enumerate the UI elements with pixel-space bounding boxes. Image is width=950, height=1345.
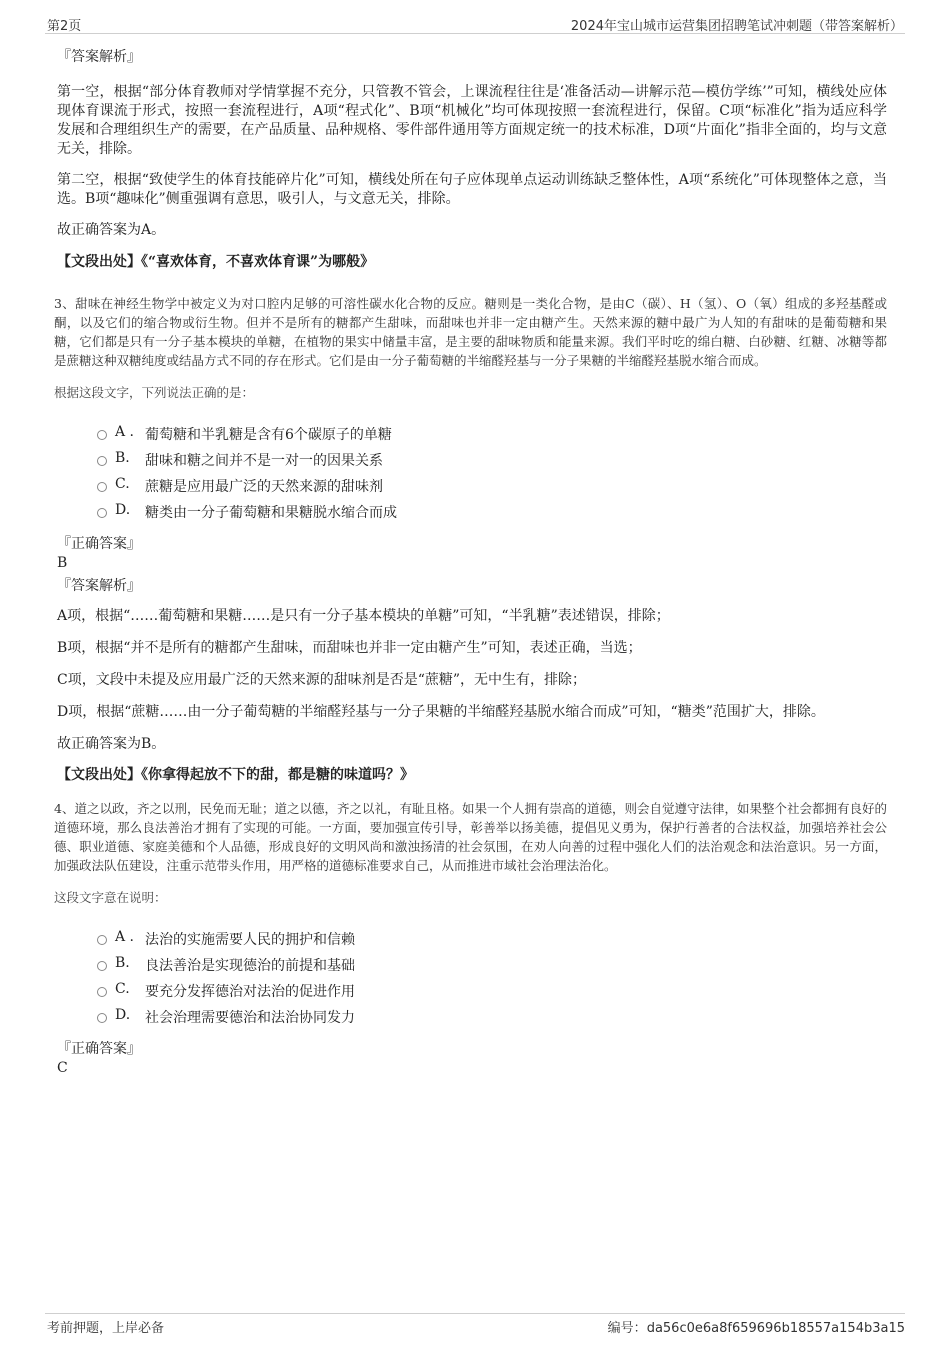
question-text: 3、甜味在神经生物学中被定义为对口腔内足够的可溶性碳水化合物的反应。糖则是一类化合物，是由C（碳）、H（氢）、O（氧）组成的多羟基醛或酮，以及它们的缩合物或衍生物。但并不是所有的糖都产生甜味，而甜味也并非一定由糖产生。天然来源的糖中最广为人知的有甜味的是葡萄糖和果糖，它们都是只有一分子基本模块的单糖，在植物的果实中储量丰富，是主要的甜味物质和能量来源。我们平时吃的绵白糖、白砂糖、红糖、冰糖等都是蔗糖这种双糖纯度或结晶方式不同的存在形式。它们是由一分子葡萄糖的半缩醛羟基与一分子果糖的半缩醛羟基脱水缩合而成。 bbox=[54, 296, 887, 368]
option-c[interactable]: C. 要充分发挥德治对法治的促进作用 bbox=[57, 980, 887, 1006]
correct-answer: C bbox=[57, 1060, 68, 1076]
analysis-line: A项，根据“……葡萄糖和果糖……是只有一分子基本模块的单糖”可知，“半乳糖”表述错误，排除； bbox=[57, 608, 670, 624]
question-text: 4、道之以政，齐之以刑，民免而无耻；道之以德，齐之以礼，有耻且格。如果一个人拥有崇高的道德，则会自觉遵守法律，如果整个社会都拥有良好的道德环境，那么良法善治才拥有了实现的可能。一方面，要加强宣传引导，彰善举以扬美德，提倡见义勇为，保护行善者的合法权益，加强培养社会公德、职业道德、家庭美德和个人品德，形成良好的文明风尚和激浊扬清的社会氛围，在劝人向善的过程中强化人们的法治观念和法治意识。另一方面，加强政法队伍建设，注重示范带头作用，用严格的道德标准要求自己，从而推进市域社会治理法治化。 bbox=[54, 801, 887, 873]
analysis-paragraph: 第一空，根据“部分体育教师对学情掌握不充分，只管教不管会，上课流程往往是‘准备活动—讲解示范—模仿学练’”可知，横线处应体现体育课流于形式，按照一套流程进行，A项“程式化”、B项“机械化”均可体现按照一套流程进行，保留。C项“标准化”指为适应科学发展和合理组织生产的需要，在产品质量、品种规格、零件部件通用等方面规定统一的技术标准，D项“片面化”指非全面的，均与文意无关，排除。 bbox=[57, 84, 887, 157]
analysis-line: C项，文段中未提及应用最广泛的天然来源的甜味剂是否是“蔗糖”，无中生有，排除； bbox=[57, 672, 587, 688]
analysis-paragraph: 第二空，根据“致使学生的体育技能碎片化”可知，横线处所在句子应体现单点运动训练缺乏整体性，A项“系统化”可体现整体之意，当选。B项“趣味化”侧重强调有意思，吸引人，与文意无关，排除。 bbox=[57, 172, 887, 207]
code-value: da56c0e6a8f659696b18557a154b3a15 bbox=[646, 1321, 905, 1336]
radio-button[interactable] bbox=[97, 482, 107, 492]
question-prompt: 这段文字意在说明： bbox=[54, 890, 167, 905]
radio-button[interactable] bbox=[97, 1013, 107, 1023]
analysis-line: D项，根据“蔗糖……由一分子葡萄糖的半缩醛羟基与一分子果糖的半缩醛羟基脱水缩合而成”可知，“糖类”范围扩大，排除。 bbox=[57, 704, 825, 720]
answer-conclusion: 故正确答案为A。 bbox=[57, 222, 166, 238]
footer-slogan: 考前押题，上岸必备 bbox=[47, 1321, 165, 1336]
option-d[interactable]: D. 社会治理需要德治和法治协同发力 bbox=[57, 1006, 887, 1032]
option-a[interactable]: A . 法治的实施需要人民的拥护和信赖 bbox=[57, 928, 887, 954]
analysis-heading: 『答案解析』 bbox=[57, 578, 141, 594]
page-content bbox=[54, 46, 887, 1076]
option-c[interactable]: C. 蔗糖是应用最广泛的天然来源的甜味剂 bbox=[57, 475, 887, 501]
code-label: 编号： bbox=[607, 1321, 647, 1336]
radio-button[interactable] bbox=[97, 935, 107, 945]
source-citation: 【文段出处】《“喜欢体育，不喜欢体育课”为哪般》 bbox=[57, 254, 375, 270]
option-list bbox=[57, 423, 887, 527]
page-header bbox=[45, 13, 905, 34]
analysis-line: B项，根据“并不是所有的糖都产生甜味，而甜味也并非一定由糖产生”可知，表述正确，当选； bbox=[57, 640, 642, 656]
option-a[interactable]: A . 葡萄糖和半乳糖是含有6个碳原子的单糖 bbox=[57, 423, 887, 449]
radio-button[interactable] bbox=[97, 508, 107, 518]
option-d[interactable]: D. 糖类由一分子葡萄糖和果糖脱水缩合而成 bbox=[57, 501, 887, 527]
radio-button[interactable] bbox=[97, 987, 107, 997]
option-b[interactable]: B. 良法善治是实现德治的前提和基础 bbox=[57, 954, 887, 980]
document-code bbox=[608, 1317, 905, 1336]
analysis-heading: 『答案解析』 bbox=[57, 49, 141, 65]
radio-button[interactable] bbox=[97, 961, 107, 971]
option-list bbox=[57, 928, 887, 1032]
page-footer bbox=[45, 1313, 905, 1336]
correct-answer-heading: 『正确答案』 bbox=[57, 1041, 141, 1057]
source-citation: 【文段出处】《你拿得起放不下的甜，都是糖的味道吗？》 bbox=[57, 767, 414, 783]
option-b[interactable]: B. 甜味和糖之间并不是一对一的因果关系 bbox=[57, 449, 887, 475]
correct-answer: B bbox=[57, 555, 68, 571]
correct-answer-heading: 『正确答案』 bbox=[57, 536, 141, 552]
question-prompt: 根据这段文字，下列说法正确的是： bbox=[54, 385, 255, 400]
document-title: 2024年宝山城市运营集团招聘笔试冲刺题（带答案解析） bbox=[570, 19, 903, 34]
page-number: 第2页 bbox=[47, 19, 82, 34]
answer-conclusion: 故正确答案为B。 bbox=[57, 736, 166, 752]
radio-button[interactable] bbox=[97, 430, 107, 440]
radio-button[interactable] bbox=[97, 456, 107, 466]
